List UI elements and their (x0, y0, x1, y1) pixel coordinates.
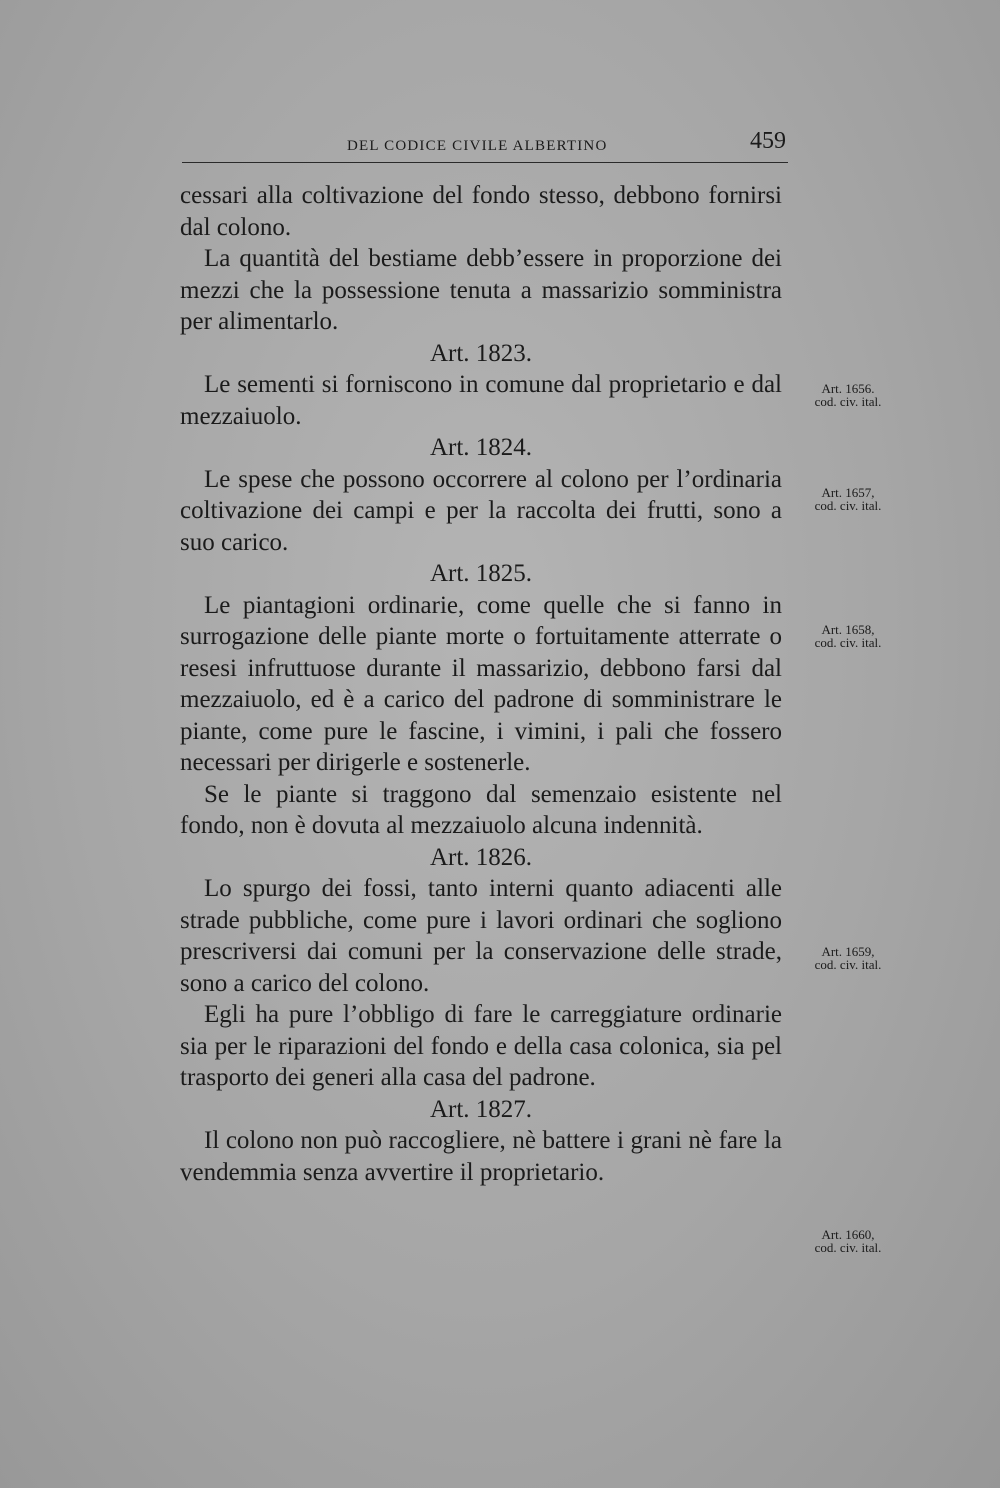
paragraph: Le piantagioni ordinarie, come quelle che si fanno in surrogazione delle piante morte o fortuitamente atterrate o resesi infruttuose durante il massarizio, debbono farsi dal mezzaiuolo, ed è a carico del padrone di somministrare le piante, come pure le fascine, i vimini, i pali che fossero necessari per dirigerle e sostenerle. (180, 591, 782, 776)
margin-note-code: cod. civ. ital. (814, 394, 882, 409)
main-text (180, 180, 782, 1188)
article-heading-1824: Art. 1824. (429, 434, 533, 461)
margin-note-code: cod. civ. ital. (814, 957, 882, 972)
margin-note (796, 623, 900, 649)
article-heading-1823: Art. 1823. (429, 339, 533, 367)
page-header (182, 128, 788, 163)
margin-note-article: Art. 1659, (821, 944, 875, 959)
paragraph: Se le piante si traggono dal semenzaio esistente nel fondo, non è dovuta al mezzaiuolo alcuna indennità. (180, 780, 782, 839)
margin-note (796, 382, 900, 408)
paragraph: Le spese che possono occorrere al colono per l’ordinaria coltivazione dei campi e per la raccolta dei frutti, sono a suo carico. (180, 465, 782, 556)
running-head: DEL CODICE CIVILE ALBERTINO (347, 138, 608, 154)
margin-note-code: cod. civ. ital. (814, 635, 882, 650)
margin-note-article: Art. 1658, (821, 622, 875, 637)
margin-note-article: Art. 1657, (821, 485, 875, 500)
paragraph: Le sementi si forniscono in comune dal proprietario e dal mezzaiuolo. (180, 371, 782, 430)
margin-note-article: Art. 1660, (821, 1227, 875, 1242)
article-heading-1825: Art. 1825. (429, 560, 533, 587)
margin-note-code: cod. civ. ital. (814, 1240, 882, 1255)
margin-note (796, 1228, 900, 1254)
margin-note (796, 945, 900, 971)
paragraph: Il colono non può raccogliere, nè battere i grani nè fare la vendemmia senza avvertire il proprietario. (180, 1127, 782, 1186)
article-heading-1827: Art. 1827. (429, 1095, 533, 1123)
margin-note (796, 486, 900, 512)
paragraph: cessari alla coltivazione del fondo stesso, debbono fornirsi dal colono. (180, 182, 782, 241)
article-heading-1826: Art. 1826. (429, 843, 533, 871)
paragraph: La quantità del bestiame debb’essere in proporzione dei mezzi che la possessione tenuta a massarizio somministra per alimentarlo. (180, 245, 782, 335)
paragraph: Egli ha pure l’obbligo di fare le carreggiature ordinarie sia per le riparazioni del fondo e della casa colonica, sia pel trasporto dei generi alla casa del padrone. (180, 1001, 782, 1091)
page-number: 459 (750, 128, 786, 154)
margin-note-article: Art. 1656. (821, 381, 875, 396)
margin-note-code: cod. civ. ital. (814, 498, 882, 513)
paragraph: Lo spurgo dei fossi, tanto interni quanto adiacenti alle strade pubbliche, come pure i lavori ordinari che sogliono prescriversi dai comuni per la conservazione delle strade, sono a carico del colono. (180, 875, 782, 997)
